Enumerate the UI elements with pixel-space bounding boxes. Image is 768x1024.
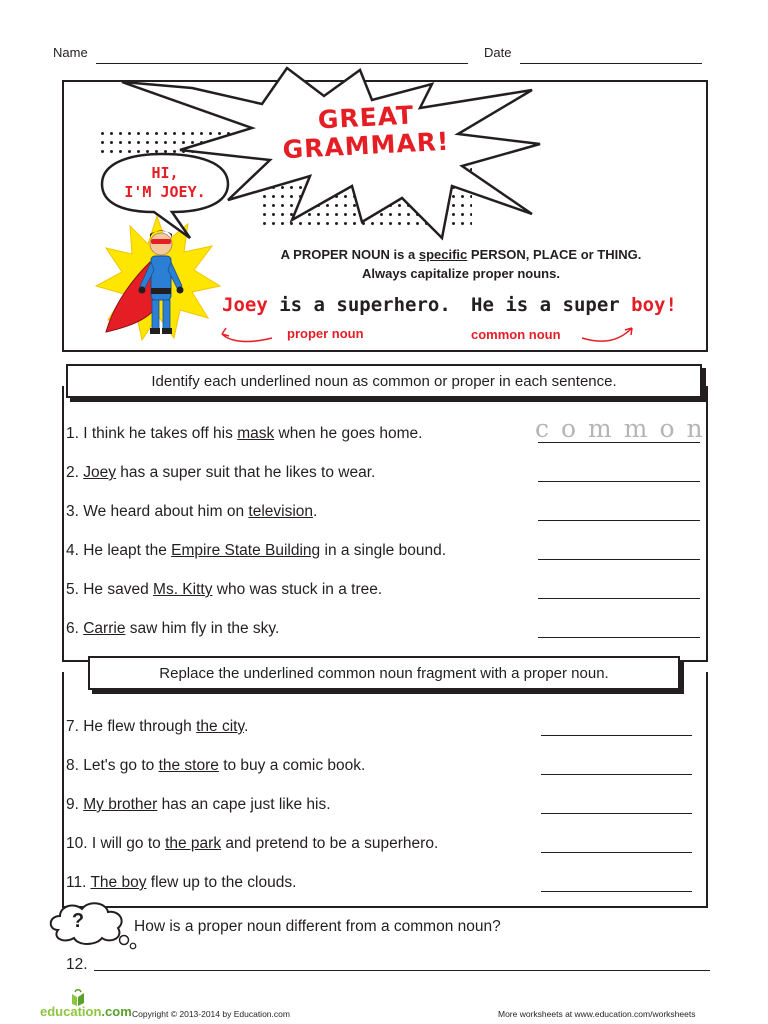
sample-answer: common <box>535 414 715 443</box>
answer-line[interactable] <box>541 891 692 892</box>
rule-line-1: A PROPER NOUN is a specific PERSON, PLACE or THING. <box>280 247 642 262</box>
education-logo: education.com <box>40 1004 132 1019</box>
question-row: 8. Let's go to the store to buy a comic book. <box>66 757 366 774</box>
common-noun-arrow <box>582 328 632 341</box>
underlined-noun: television <box>248 503 314 520</box>
question-12-text: How is a proper noun different from a common noun? <box>134 918 501 935</box>
underlined-noun: Joey <box>83 464 116 481</box>
bubble-line-1: HI, <box>151 164 179 182</box>
answer-line[interactable] <box>538 481 700 482</box>
answer-line[interactable] <box>538 520 700 521</box>
section2-instruction: Replace the underlined common noun fragment with a proper noun. <box>88 656 680 690</box>
answer-line[interactable] <box>541 813 692 814</box>
underlined-noun: The boy <box>90 874 147 891</box>
question-row: 11. The boy flew up to the clouds. <box>66 874 297 891</box>
answer-line[interactable] <box>538 598 700 599</box>
underlined-noun: Empire State Building <box>171 542 321 559</box>
question-row: 10. I will go to the park and pretend to be a superhero. <box>66 835 439 852</box>
bubble-line-2: I'M JOEY. <box>124 183 206 201</box>
rule-line-2: Always capitalize proper nouns. <box>362 266 560 281</box>
title-line-2: GRAMMAR! <box>281 126 451 165</box>
question-12-answer-line[interactable] <box>94 970 710 971</box>
answer-line[interactable] <box>538 559 700 560</box>
underlined-noun: My brother <box>83 796 158 813</box>
question-row: 1. I think he takes off his mask when he goes home. <box>66 425 423 442</box>
section1-instruction: Identify each underlined noun as common or proper in each sentence. <box>66 364 702 398</box>
question-row: 9. My brother has an cape just like his. <box>66 796 331 813</box>
answer-line[interactable] <box>541 852 692 853</box>
copyright-text: Copyright © 2013-2014 by Education.com <box>132 1009 290 1019</box>
title-line-1: GREAT <box>317 100 415 135</box>
underlined-noun: mask <box>237 425 275 442</box>
underlined-noun: Carrie <box>83 620 126 637</box>
answer-line[interactable] <box>538 637 700 638</box>
question-row: 4. He leapt the Empire State Building in a single bound. <box>66 542 447 559</box>
name-label: Name <box>53 45 88 60</box>
proper-noun-label: proper noun <box>287 326 364 341</box>
answer-line[interactable] <box>541 735 692 736</box>
question-row: 3. We heard about him on television. <box>66 503 318 520</box>
answer-line[interactable] <box>541 774 692 775</box>
proper-noun-arrow <box>222 334 272 341</box>
underlined-noun: the city <box>196 718 245 735</box>
example-proper: Joey is a superhero. <box>222 294 451 316</box>
question-row: 6. Carrie saw him fly in the sky. <box>66 620 280 637</box>
underlined-noun: Ms. Kitty <box>153 581 213 598</box>
section2-panel <box>62 672 708 908</box>
underlined-noun: the park <box>165 835 222 852</box>
date-line[interactable] <box>520 63 702 64</box>
question-row: 7. He flew through the city. <box>66 718 249 735</box>
rule-emphasis: specific <box>418 247 468 262</box>
example-common: He is a super boy! <box>471 294 677 316</box>
common-noun-label: common noun <box>471 327 561 342</box>
name-line[interactable] <box>96 63 468 64</box>
question-row: 2. Joey has a super suit that he likes to wear. <box>66 464 376 481</box>
more-worksheets-link[interactable]: More worksheets at www.education.com/worksheets <box>498 1009 696 1019</box>
date-label: Date <box>484 45 512 60</box>
underlined-noun: the store <box>158 757 219 774</box>
cloud-symbol: ? <box>71 910 85 932</box>
question-12-number: 12. <box>66 956 88 973</box>
question-row: 5. He saved Ms. Kitty who was stuck in a tree. <box>66 581 383 598</box>
